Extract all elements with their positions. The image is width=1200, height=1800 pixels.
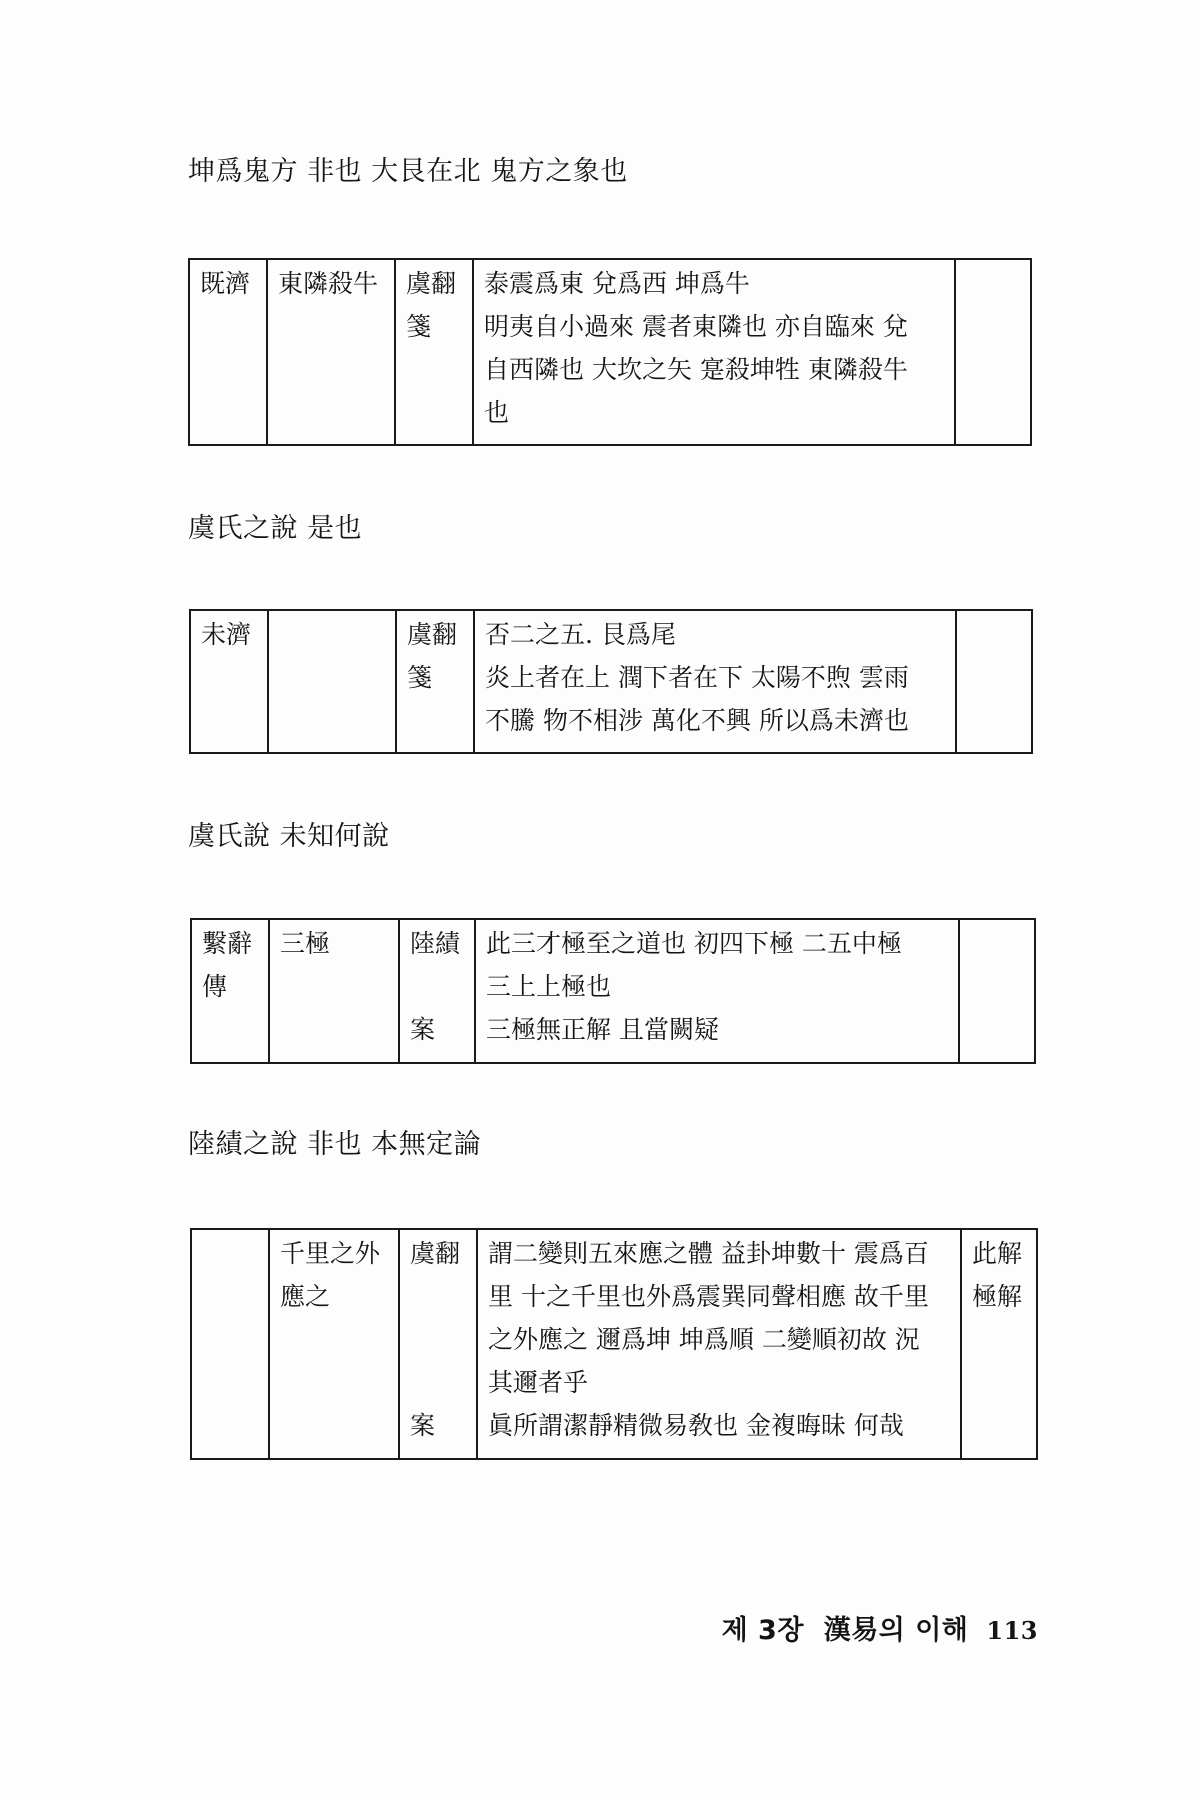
phrase-cell	[269, 919, 399, 1063]
commentary-line: 炎上者在上 潤下者在下 太陽不煦 雲雨	[485, 663, 909, 692]
hexagram-name-cont: 傳	[202, 972, 228, 1001]
page-number: 113	[986, 1616, 1038, 1645]
phrase-text: 千里之外	[280, 1239, 381, 1268]
commentator-note-type: 案	[410, 1015, 436, 1044]
hexagram-name: 既濟	[200, 269, 251, 298]
commentary-line: 其邇者乎	[488, 1368, 589, 1397]
commentary-cell	[475, 919, 959, 1063]
phrase-cell	[267, 259, 395, 445]
commentary-cell	[473, 259, 955, 445]
commentary-table-3	[190, 918, 1036, 1064]
chapter-title-hanja: 漢易	[823, 1615, 879, 1646]
chapter-label: 제 3장	[721, 1615, 804, 1646]
remarks-cell	[959, 919, 1035, 1063]
commentator-note-type: 案	[410, 1411, 436, 1440]
remarks-cell	[956, 610, 1032, 753]
commentary-line: 三上上極也	[486, 972, 612, 1001]
phrase-cell	[268, 610, 396, 753]
commentary-line: 三極無正解 且當闕疑	[486, 1015, 719, 1044]
commentary-line: 里 十之千里也外爲震巽同聲相應 故千里	[488, 1282, 929, 1311]
commentary-cell	[477, 1229, 961, 1459]
commentary-line: 否二之五. 艮爲尾	[485, 620, 676, 649]
commentator-name: 陸績	[410, 929, 461, 958]
phrase-cell	[269, 1229, 399, 1459]
commentary-table-4	[190, 1228, 1038, 1460]
table-row	[191, 919, 1035, 1063]
commentator-note-type: 箋	[406, 312, 432, 341]
commentary-line: 明夷自小過來 震者東隣也 亦自臨來 兌	[484, 312, 908, 341]
hexagram-cell	[191, 919, 269, 1063]
table-row	[189, 259, 1031, 445]
paragraph-3: 虞氏說 未知何說	[188, 821, 390, 852]
commentator-name: 虞翻	[410, 1239, 461, 1268]
commentary-line: 之外應之 邇爲坤 坤爲順 二變順初故 況	[488, 1325, 920, 1354]
commentary-line: 自西隣也 大坎之矢 寔殺坤牲 東隣殺牛	[484, 355, 908, 384]
commentary-table-2	[189, 609, 1033, 754]
commentary-table-1	[188, 258, 1032, 446]
hexagram-name: 繫辭	[202, 929, 253, 958]
commentator-name: 虞翻	[407, 620, 458, 649]
commentary-line: 眞所謂潔靜精微易敎也 金複晦昧 何哉	[488, 1411, 904, 1440]
hexagram-cell	[191, 1229, 269, 1459]
commentary-line: 泰震爲東 兌爲西 坤爲牛	[484, 269, 750, 298]
phrase-text: 三極	[280, 929, 331, 958]
paragraph-4: 陸績之說 非也 本無定論	[188, 1129, 482, 1160]
phrase-text: 東隣殺牛	[278, 269, 379, 298]
commentary-line: 此三才極至之道也 初四下極 二五中極	[486, 929, 902, 958]
phrase-text-cont: 應之	[280, 1282, 331, 1311]
commentator-cell	[395, 259, 473, 445]
page-footer	[722, 1608, 1038, 1647]
commentary-line: 也	[484, 398, 510, 427]
hexagram-cell	[189, 259, 267, 445]
table-row	[190, 610, 1032, 753]
commentator-cell	[399, 1229, 477, 1459]
paragraph-1: 坤爲鬼方 非也 大艮在北 鬼方之象也	[188, 156, 628, 187]
commentator-cell	[396, 610, 474, 753]
hexagram-name: 未濟	[201, 620, 252, 649]
remarks-cell	[961, 1229, 1037, 1459]
remarks-cell	[955, 259, 1031, 445]
commentary-cell	[474, 610, 956, 753]
chapter-title-korean: 의 이해	[878, 1615, 969, 1646]
commentator-note-type: 箋	[407, 663, 433, 692]
commentator-cell	[399, 919, 475, 1063]
table-row	[191, 1229, 1037, 1459]
remark-text: 極解	[972, 1282, 1023, 1311]
paragraph-2: 虞氏之說 是也	[188, 513, 363, 544]
remark-text: 此解	[972, 1239, 1023, 1268]
commentator-name: 虞翻	[406, 269, 457, 298]
hexagram-cell	[190, 610, 268, 753]
commentary-line: 謂二變則五來應之體 益卦坤數十 震爲百	[488, 1239, 929, 1268]
commentary-line: 不騰 物不相涉 萬化不興 所以爲未濟也	[485, 706, 909, 735]
